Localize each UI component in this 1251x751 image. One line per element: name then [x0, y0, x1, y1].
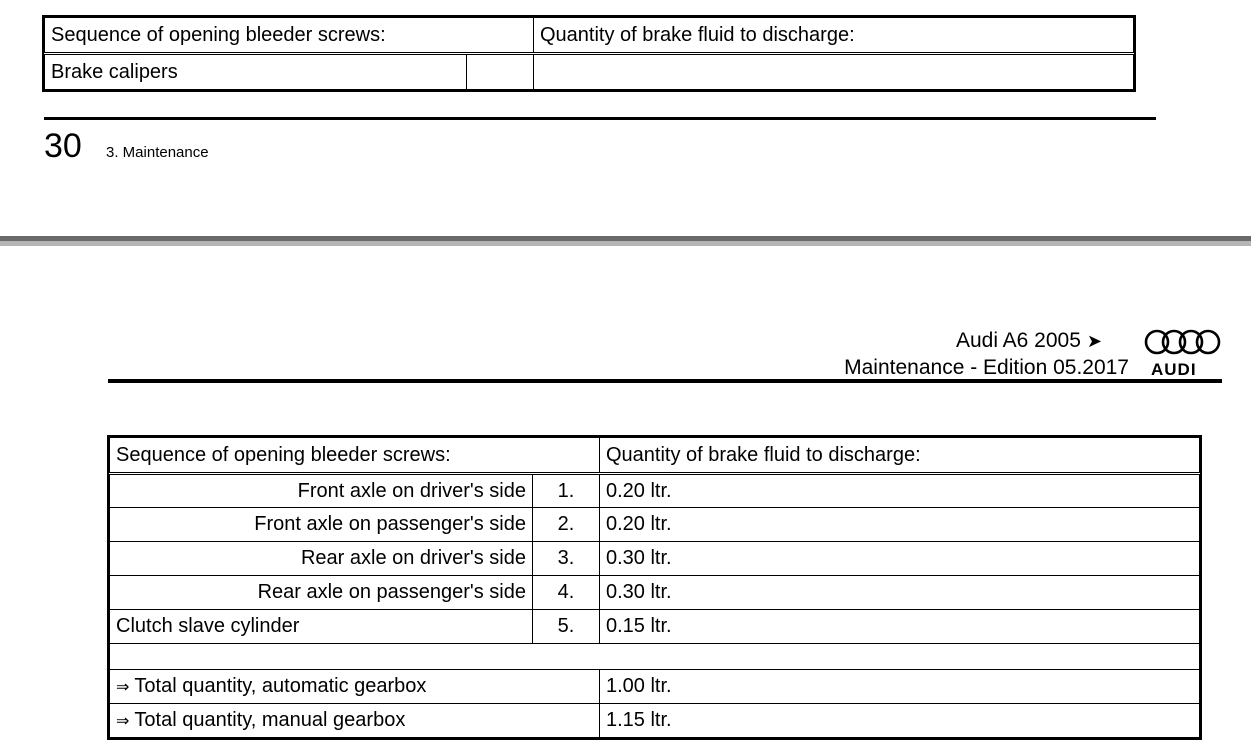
row-label: Clutch slave cylinder — [110, 610, 533, 644]
table-row — [110, 508, 1200, 542]
footer-divider — [44, 117, 1156, 120]
row-step — [467, 54, 534, 90]
implies-arrow-icon: ⇒ — [116, 679, 130, 696]
row-quantity: 0.30 ltr. — [600, 576, 1200, 610]
bleeding-sequence-table — [109, 437, 1200, 738]
row-label: Front axle on passenger's side — [110, 508, 533, 542]
total-label-cell — [110, 704, 600, 738]
spacer-cell — [110, 644, 1200, 670]
implies-arrow-icon: ⇒ — [116, 713, 130, 730]
header-quantity: Quantity of brake fluid to discharge: — [534, 18, 1134, 54]
total-quantity: 1.15 ltr. — [600, 704, 1200, 738]
total-quantity: 1.00 ltr. — [600, 670, 1200, 704]
row-step: 2. — [533, 508, 600, 542]
table-header-row — [110, 438, 1200, 474]
row-label: Brake calipers — [45, 54, 467, 90]
table-spacer-row — [110, 644, 1200, 670]
total-label: Total quantity, manual gearbox — [134, 709, 406, 731]
model-name: Audi A6 2005 — [955, 329, 1081, 352]
table-row — [110, 474, 1200, 508]
logo-wordmark: AUDI — [1151, 360, 1197, 379]
header-sequence: Sequence of opening bleeder screws: — [110, 438, 600, 474]
top-bleeding-table — [44, 17, 1134, 90]
table-row — [45, 54, 1134, 90]
row-label: Rear axle on driver's side — [110, 542, 533, 576]
total-label-cell — [110, 670, 600, 704]
arrow-right-icon: ➤ — [1086, 331, 1102, 351]
table-total-row — [110, 670, 1200, 704]
row-quantity: 0.20 ltr. — [600, 474, 1200, 508]
page-separator — [0, 236, 1251, 246]
document-title — [956, 329, 1102, 353]
table-row — [110, 576, 1200, 610]
row-step: 3. — [533, 542, 600, 576]
row-label: Front axle on driver's side — [110, 474, 533, 508]
table-row — [110, 542, 1200, 576]
page-number: 30 — [44, 127, 82, 165]
row-quantity — [534, 54, 1134, 90]
row-label: Rear axle on passenger's side — [110, 576, 533, 610]
four-rings-icon — [1143, 326, 1223, 360]
row-quantity: 0.15 ltr. — [600, 610, 1200, 644]
header-quantity: Quantity of brake fluid to discharge: — [600, 438, 1200, 474]
table-row — [110, 610, 1200, 644]
table-total-row — [110, 704, 1200, 738]
row-step: 4. — [533, 576, 600, 610]
header-sequence: Sequence of opening bleeder screws: — [45, 18, 534, 54]
header-divider — [108, 379, 1222, 383]
row-quantity: 0.20 ltr. — [600, 508, 1200, 542]
document-edition: Maintenance - Edition 05.2017 — [844, 356, 1129, 379]
row-quantity: 0.30 ltr. — [600, 542, 1200, 576]
section-title: 3. Maintenance — [106, 144, 209, 161]
row-step: 1. — [533, 474, 600, 508]
table-header-row — [45, 18, 1134, 54]
row-step: 5. — [533, 610, 600, 644]
total-label: Total quantity, automatic gearbox — [134, 675, 427, 697]
audi-logo — [1143, 326, 1223, 378]
